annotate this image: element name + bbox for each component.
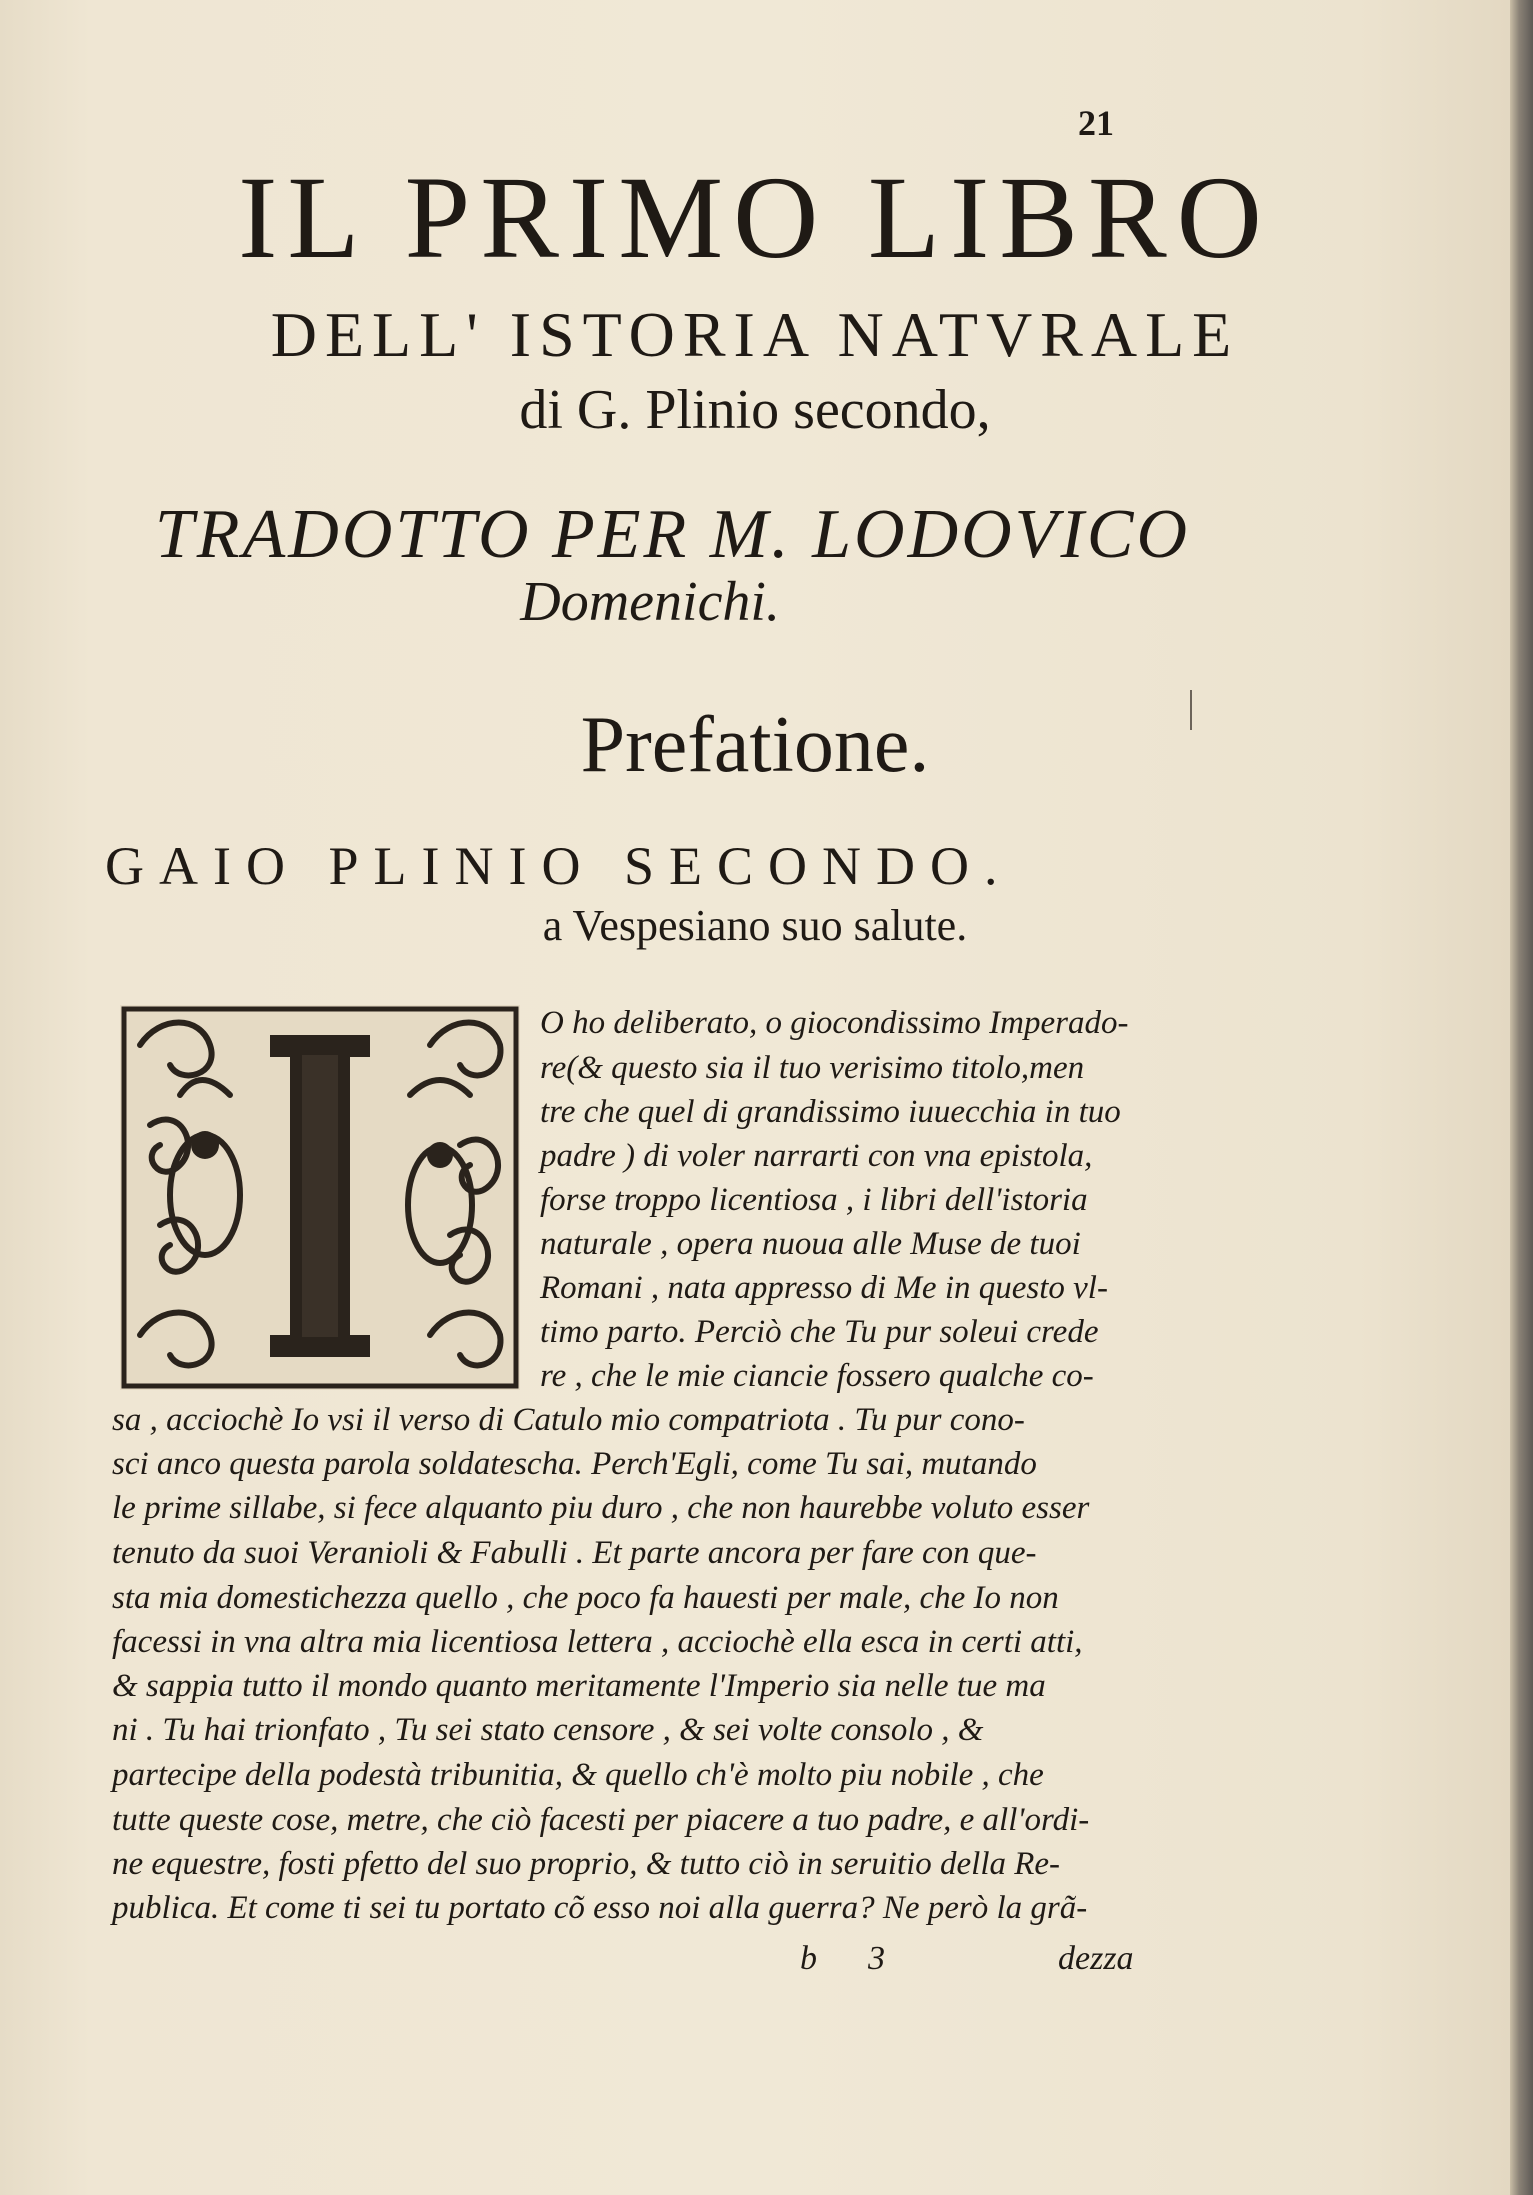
text-line: Romani , nata appresso di Me in questo vl- (540, 1270, 1108, 1306)
salutation-line-1: GAIO PLINIO SECONDO. (105, 836, 1013, 896)
text-line: sa , acciochè Io vsi il verso di Catulo mio compatriota . Tu pur cono- (112, 1402, 1025, 1438)
text-line: re(& questo sia il tuo verisimo titolo,men (540, 1050, 1085, 1086)
text-line: timo parto. Perciò che Tu pur soleui crede (540, 1314, 1099, 1350)
catchword: dezza (1058, 1940, 1134, 1977)
text-line: sta mia domestichezza quello , che poco fa hauesti per male, che Io non (112, 1580, 1059, 1616)
text-line: naturale , opera nuoua alle Muse de tuoi (540, 1226, 1081, 1262)
text-line: le prime sillabe, si fece alquanto piu duro , che non haurebbe voluto esser (112, 1490, 1090, 1526)
page-number: 21 (1078, 103, 1114, 143)
text-line: re , che le mie ciancie fossero qualche co- (540, 1358, 1094, 1394)
text-line: padre ) di voler narrarti con vna epistola, (540, 1138, 1093, 1174)
translator-line-2: Domenichi. (520, 571, 780, 633)
text-line: facessi in vna altra mia licentiosa lettera , acciochè ella esca in certi atti, (112, 1624, 1083, 1660)
text-line: tenuto da suoi Veranioli & Fabulli . Et parte ancora per fare con que- (112, 1535, 1037, 1571)
salutation-line-2: a Vespesiano suo salute. (542, 901, 968, 950)
title-line-2: DELL' ISTORIA NATVRALE (270, 299, 1240, 370)
text-line: tutte queste cose, metre, che ciò facesti per piacere a tuo padre, e all'ordi- (112, 1802, 1090, 1838)
text-line: sci anco questa parola soldatescha. Perch'Egli, come Tu sai, mutando (112, 1446, 1037, 1482)
text-line: publica. Et come ti sei tu portato cõ esso noi alla guerra? Ne però la grã- (112, 1890, 1088, 1926)
decorated-initial (120, 1005, 520, 1390)
translator-line-1: TRADOTTO PER M. LODOVICO (154, 496, 1190, 573)
signature-letter: b (800, 1940, 817, 1977)
text-line: ne equestre, fosti pfetto del suo proprio, & tutto ciò in seruitio della Re- (112, 1846, 1061, 1882)
text-line: tre che quel di grandissimo iuuecchia in tuo (540, 1094, 1121, 1130)
title-line-1: IL PRIMO LIBRO (238, 152, 1272, 283)
section-heading: Prefatione. (580, 701, 930, 789)
text-line: ni . Tu hai trionfato , Tu sei stato censore , & sei volte consolo , & (112, 1712, 984, 1748)
text-line: forse troppo licentiosa , i libri dell'istoria (540, 1182, 1088, 1218)
text-line: O ho deliberato, o giocondissimo Imperado- (540, 1005, 1129, 1041)
title-line-3: di G. Plinio secondo, (519, 379, 991, 441)
paper-mark (1190, 690, 1192, 730)
signature-number: 3 (868, 1940, 885, 1977)
text-line: partecipe della podestà tribunitia, & quello ch'è molto piu nobile , che (112, 1757, 1044, 1793)
text-line: & sappia tutto il mondo quanto meritamente l'Imperio sia nelle tue ma (112, 1668, 1046, 1704)
page-edge (1510, 0, 1533, 2195)
